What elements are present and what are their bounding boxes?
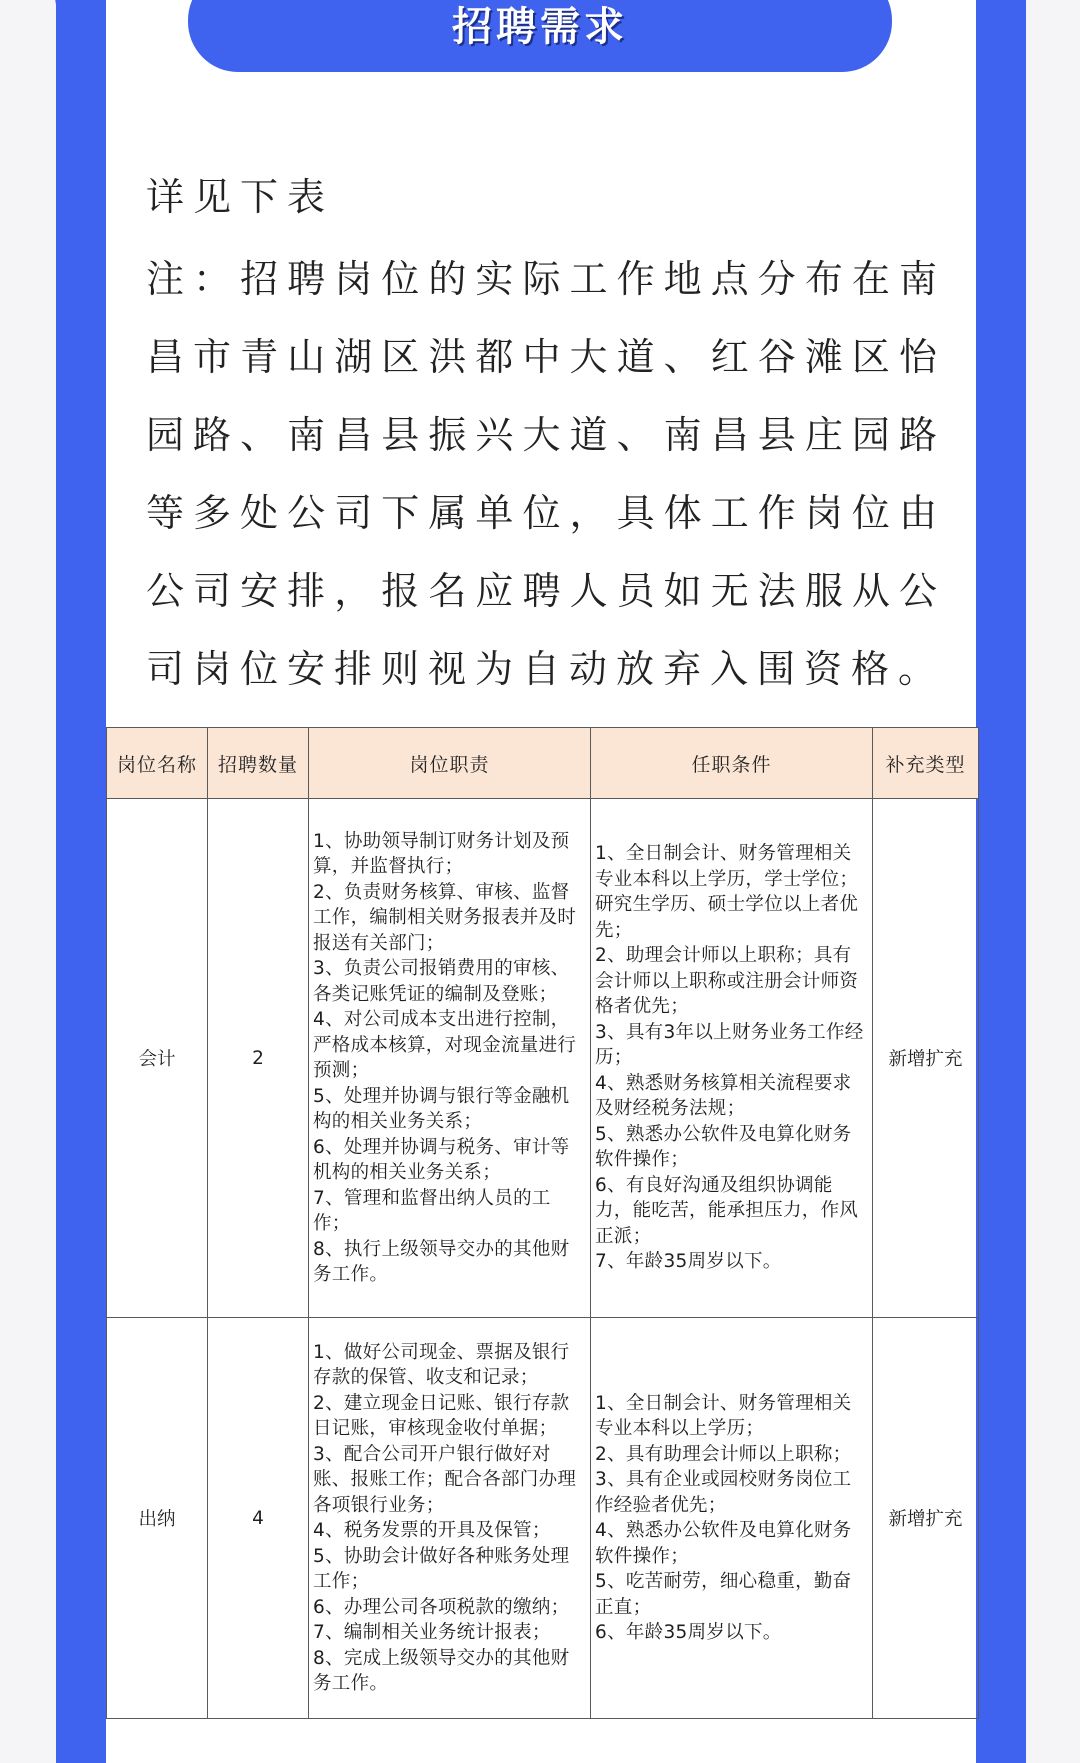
requirement-item: 3、具有3年以上财务业务工作经历； [595,1021,864,1069]
duty-item: 4、对公司成本支出进行控制，严格成本核算，对现金流量进行预测； [313,1009,577,1081]
duty-item: 8、执行上级领导交办的其他财务工作。 [313,1238,570,1285]
right-page-edge [1026,0,1080,1763]
duties-cell [309,1318,591,1719]
requirement-item: 7、年龄35周岁以下。 [595,1251,782,1273]
requirement-item: 2、助理会计师以上职称；具有会计师以上职称或注册会计师资格者优先； [595,945,859,1018]
position-name: 会计 [107,799,208,1318]
header-requirements: 任职条件 [591,728,873,799]
duty-item: 3、负责公司报销费用的审核、各类记账凭证的编制及登账； [313,958,570,1005]
right-blue-border [976,0,1026,1763]
duty-item: 6、办理公司各项税款的缴纳； [313,1596,570,1618]
recruitment-table [106,727,979,1719]
position-count: 2 [208,799,309,1318]
duty-item: 1、做好公司现金、票据及银行存款的保管、收支和记录； [313,1341,570,1388]
requirements-cell [591,799,873,1318]
duty-item: 1、协助领导制订财务计划及预算，并监督执行； [313,830,570,877]
see-table-text: 详见下表 [146,175,335,219]
requirement-item: 2、具有助理会计师以上职称； [595,1443,852,1465]
requirement-item: 5、吃苦耐劳，细心稳重，勤奋正直； [595,1571,852,1618]
duty-item: 3、配合公司开户银行做好对账、报账工作；配合各部门办理各项银行业务； [313,1443,577,1516]
duty-item: 5、协助会计做好各种账务处理工作； [313,1545,570,1592]
header-position: 岗位名称 [107,728,208,799]
requirement-item: 6、有良好沟通及组织协调能力，能吃苦，能承担压力，作风正派； [595,1174,859,1247]
requirement-item: 4、熟悉办公软件及电算化财务软件操作； [595,1520,852,1567]
location-note: 注：招聘岗位的实际工作地点分布在南昌市青山湖区洪都中大道、红谷滩区怡园路、南昌县振兴大道、南昌县庄园路等多处公司下属单位，具体工作岗位由公司安排，报名应聘人员如无法服从公司岗位安排则视为自动放弃入围资格。 [146,257,946,691]
left-blue-border [56,0,106,1763]
intro-text [146,158,946,708]
duty-item: 4、税务发票的开具及保管； [313,1520,551,1541]
left-page-edge [0,0,55,1763]
table-row [107,799,979,1318]
position-count: 4 [208,1318,309,1719]
requirement-item: 4、熟悉财务核算相关流程要求及财经税务法规； [595,1072,852,1120]
supplement-type: 新增扩充 [873,799,979,1318]
duty-item: 7、编制相关业务统计报表； [313,1622,551,1643]
header-duties: 岗位职责 [309,728,591,799]
table-header-row [107,728,979,799]
requirement-item: 5、熟悉办公软件及电算化财务软件操作； [595,1123,852,1171]
position-name: 出纳 [107,1318,208,1719]
section-title: 招聘需求 [452,4,628,50]
requirement-item: 6、年龄35周岁以下。 [595,1622,782,1643]
requirement-item: 3、具有企业或园校财务岗位工作经验者优先； [595,1469,852,1516]
duty-item: 5、处理并协调与银行等金融机构的相关业务关系； [313,1085,570,1132]
header-count: 招聘数量 [208,728,309,799]
duty-item: 2、建立现金日记账、银行存款日记账，审核现金收付单据； [313,1392,570,1439]
table-row [107,1318,979,1719]
duty-item: 8、完成上级领导交办的其他财务工作。 [313,1647,570,1694]
requirement-item: 1、全日制会计、财务管理相关专业本科以上学历，学士学位；研究生学历、硕士学位以上者优先； [595,843,859,941]
requirements-cell [591,1318,873,1719]
requirement-item: 1、全日制会计、财务管理相关专业本科以上学历； [595,1392,852,1439]
duty-item: 6、处理并协调与税务、审计等机构的相关业务关系； [313,1136,570,1183]
header-type: 补充类型 [873,728,979,799]
duties-cell [309,799,591,1318]
supplement-type: 新增扩充 [873,1318,979,1719]
section-title-banner [188,0,892,72]
duty-item: 7、管理和监督出纳人员的工作； [313,1187,551,1234]
duty-item: 2、负责财务核算、审核、监督工作，编制相关财务报表并及时报送有关部门； [313,881,577,954]
